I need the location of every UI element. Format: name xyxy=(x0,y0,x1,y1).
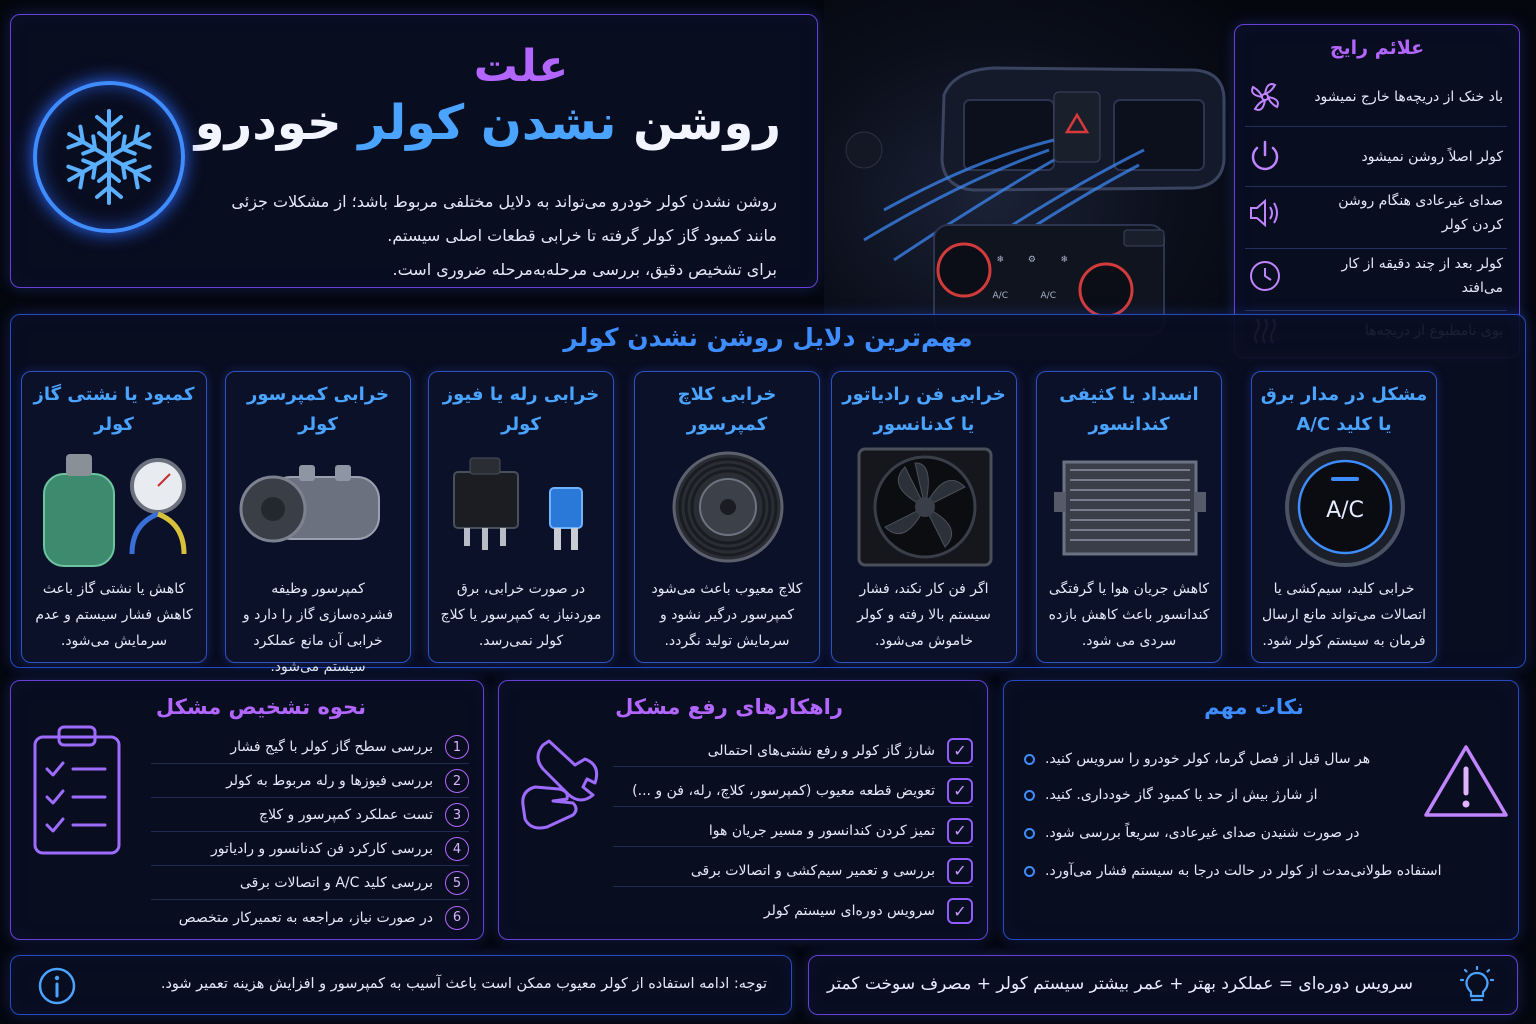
solution-text: تعویض قطعه معیوب (کمپرسور، کلاچ، رله، فن و ...) xyxy=(632,782,935,799)
symptom-text: صدای غیرعادی هنگام روشن کردن کولر xyxy=(1338,192,1503,233)
cause-title: کمبود یا نشتی گاز کولر xyxy=(33,384,195,435)
cause-title: مشکل در مدار برق یا کلید A/C xyxy=(1260,384,1428,435)
diagnosis-step xyxy=(151,833,469,866)
check-icon: ✓ xyxy=(947,818,973,844)
cause-title: انسداد یا کثیفی کندانسور xyxy=(1059,384,1199,435)
solutions-title: راهکارهای رفع مشکل xyxy=(615,695,843,719)
causes-title: مهم‌ترین دلایل روشن نشدن کولر xyxy=(563,323,973,352)
solution-item xyxy=(613,815,973,847)
step-text: بررسی سطح گاز کولر با گیج فشار xyxy=(230,739,433,755)
symptom-row xyxy=(1245,177,1507,249)
symptoms-panel xyxy=(1234,24,1520,358)
step-text: بررسی فیوزها و رله مربوط به کولر xyxy=(226,773,433,789)
clipboard-checklist-icon xyxy=(29,721,125,865)
footer-service-text: سرویس دوره‌ای = عملکرد بهتر + عمر بیشتر سیستم کولر + مصرف سوخت کمتر xyxy=(827,974,1413,994)
power-icon xyxy=(1245,137,1285,177)
check-icon: ✓ xyxy=(947,778,973,804)
solution-item xyxy=(613,895,973,927)
symptom-text: باد خنک از دریچه‌ها خارج نمیشود xyxy=(1314,88,1503,105)
dashboard-image xyxy=(824,0,1234,360)
svg-text:⚙: ⚙ xyxy=(1027,255,1036,265)
clock-icon xyxy=(1245,256,1285,296)
solution-text: بررسی و تعمیر سیم‌کشی و اتصالات برقی xyxy=(690,862,935,879)
step-text: در صورت نیاز، مراجعه به تعمیرکار متخصص xyxy=(178,909,433,926)
cause-desc: اگر فن کار نکند، فشار سیستم بالا رفته و کولر خاموش می‌شود. xyxy=(857,581,991,649)
step-text: تست عملکرد کمپرسور و کلاچ xyxy=(259,807,433,823)
title-part1: روشن xyxy=(616,95,781,151)
step-number: 5 xyxy=(445,871,469,895)
solution-item xyxy=(613,775,973,807)
radiator-fan-image xyxy=(842,444,1008,570)
cause-desc: در صورت خرابی، برق موردنیاز به کمپرسور یا کلاچ کولر نمی‌رسد. xyxy=(440,581,602,649)
diagnosis-panel xyxy=(10,680,484,940)
footer-service-bar xyxy=(808,955,1518,1015)
diagnosis-step xyxy=(151,731,469,764)
tips-title: نکات مهم xyxy=(1204,695,1304,719)
step-number: 1 xyxy=(445,735,469,759)
cause-card-condenser xyxy=(1036,371,1222,663)
step-number: 2 xyxy=(445,769,469,793)
step-text: بررسی کلید A/C و اتصالات برقی xyxy=(239,875,433,891)
bullet-icon xyxy=(1024,866,1035,877)
desc-line-3: برای تشخیص دقیق، بررسی مرحله‌به‌مرحله ضروری است. xyxy=(392,260,777,279)
cause-title: خرابی فن رادیاتور یا کدنانسور xyxy=(842,384,1006,435)
svg-text:A/C: A/C xyxy=(992,291,1008,301)
title-part2: نشدن کولر xyxy=(358,95,617,151)
ac-button-label: A/C xyxy=(1326,498,1364,523)
tip-item xyxy=(1024,751,1414,767)
relay-fuse-image xyxy=(439,444,605,570)
check-icon: ✓ xyxy=(947,898,973,924)
title-top: علت xyxy=(473,41,569,92)
symptom-row xyxy=(1245,67,1507,127)
page-title xyxy=(181,95,781,151)
tip-item xyxy=(1024,825,1414,841)
warning-icon xyxy=(1422,741,1510,825)
info-icon xyxy=(35,964,79,1008)
check-icon: ✓ xyxy=(947,738,973,764)
desc-line-1: روشن نشدن کولر خودرو می‌تواند به دلایل مختلفی مربوط باشد؛ از مشکلات جزئی xyxy=(231,192,777,211)
cause-card-fan xyxy=(831,371,1017,663)
cause-title: خرابی کلاچ کمپرسور xyxy=(677,384,777,435)
tip-text: استفاده طولانی‌مدت از کولر در حالت درجا به سیستم فشار می‌آورد. xyxy=(1045,863,1442,879)
tip-text: از شارژ بیش از حد یا کمبود گاز خودداری. کنید. xyxy=(1045,787,1318,803)
header-panel xyxy=(10,14,818,288)
causes-panel xyxy=(10,314,1526,675)
fan-icon xyxy=(1245,77,1285,117)
step-text: بررسی کارکرد فن کدنانسور و رادیاتور xyxy=(211,841,433,857)
cause-desc: خرابی کلید، سیم‌کشی یا اتصالات می‌تواند مانع ارسال فرمان به سیستم کولر شود. xyxy=(1261,581,1427,649)
footer-warning-bar xyxy=(10,955,792,1015)
solution-item xyxy=(613,735,973,767)
bullet-icon xyxy=(1024,754,1035,765)
cause-title: خرابی کمپرسور کولر xyxy=(246,384,389,435)
gas-cylinder-gauge-image xyxy=(32,444,198,570)
title-part3: خودرو xyxy=(194,95,359,151)
diagnosis-step xyxy=(151,799,469,832)
header-description xyxy=(217,185,777,287)
cause-card-ac-switch xyxy=(1251,371,1437,663)
diagnosis-step xyxy=(151,867,469,900)
compressor-clutch-image xyxy=(645,444,811,570)
svg-text:❄: ❄ xyxy=(996,255,1004,265)
solution-text: تمیز کردن کندانسور و مسیر جریان هوا xyxy=(708,822,935,839)
step-number: 4 xyxy=(445,837,469,861)
cause-desc: کلاچ معیوب باعث می‌شود کمپرسور درگیر نشود و سرمایش تولید نگردد. xyxy=(651,581,803,649)
step-number: 6 xyxy=(445,906,469,930)
tip-text: در صورت شنیدن صدای غیرعادی، سریعاً بررسی شود. xyxy=(1045,825,1360,841)
cause-title: خرابی رله یا فیوز کولر xyxy=(442,384,600,435)
solutions-panel xyxy=(498,680,988,940)
svg-text:A/C: A/C xyxy=(1040,291,1056,301)
diagnosis-step xyxy=(151,765,469,798)
cause-card-compressor xyxy=(225,371,411,675)
cause-desc: کمپرسور وظیفه فشرده‌سازی گاز را دارد و خرابی آن مانع عملکرد سیستم می‌شود. xyxy=(242,581,394,675)
check-icon: ✓ xyxy=(947,858,973,884)
tips-panel xyxy=(1003,680,1519,940)
svg-text:❄: ❄ xyxy=(1060,255,1068,265)
snowflake-icon xyxy=(33,81,185,233)
ac-button-image xyxy=(1262,444,1428,570)
wrench-hand-icon xyxy=(513,735,603,849)
lightbulb-icon xyxy=(1455,964,1499,1008)
bullet-icon xyxy=(1024,790,1035,801)
speaker-icon xyxy=(1245,193,1285,233)
condenser-image xyxy=(1047,444,1213,570)
cause-card-clutch xyxy=(634,371,820,663)
footer-warning-text: توجه: ادامه استفاده از کولر معیوب ممکن است باعث آسیب به کمپرسور و افزایش هزینه تعمیر شود. xyxy=(160,976,767,992)
desc-line-2: مانند کمبود گاز کولر گرفته تا خرابی قطعات اصلی سیستم. xyxy=(387,226,777,245)
cause-desc: کاهش جریان هوا یا گرفتگی کندانسور باعث کاهش بازده سردی می شود. xyxy=(1048,581,1210,649)
cause-card-relay xyxy=(428,371,614,663)
diagnosis-title: نحوه تشخیص مشکل xyxy=(155,695,367,719)
solution-text: سرویس دوره‌ای سیستم کولر xyxy=(763,903,935,919)
solution-text: شارژ گاز کولر و رفع نشتی‌های احتمالی xyxy=(707,742,935,759)
symptoms-title: علائم رایج xyxy=(1329,37,1425,59)
tip-text: هر سال قبل از فصل گرما، کولر خودرو را سرویس کنید. xyxy=(1045,751,1371,767)
solution-item xyxy=(613,855,973,887)
tip-item xyxy=(1024,863,1442,879)
diagnosis-step xyxy=(151,901,469,934)
step-number: 3 xyxy=(445,803,469,827)
symptom-text: کولر اصلاً روشن نمیشود xyxy=(1361,148,1503,165)
tip-item xyxy=(1024,787,1414,803)
symptom-text: کولر بعد از چند دقیقه از کار می‌افتد xyxy=(1341,255,1503,296)
compressor-image xyxy=(236,444,402,570)
bullet-icon xyxy=(1024,828,1035,839)
cause-card-gas xyxy=(21,371,207,663)
cause-desc: کاهش یا نشتی گاز باعث کاهش فشار سیستم و عدم سرمایش می‌شود. xyxy=(35,581,193,649)
